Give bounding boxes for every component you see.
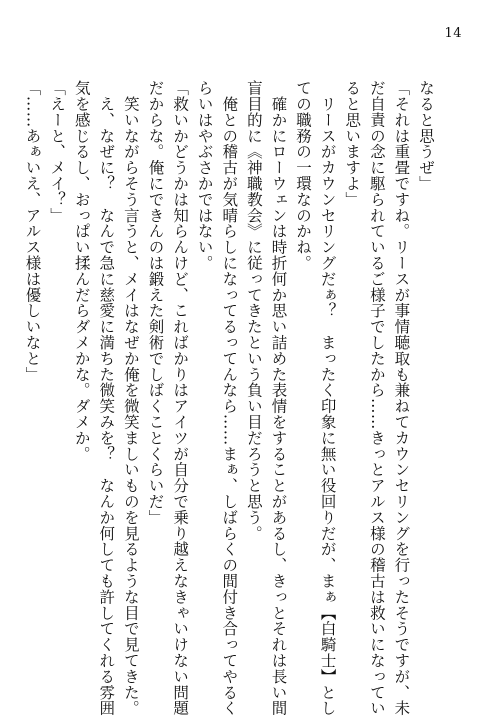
page-number: 14 [444, 26, 462, 41]
text-line-17: 「……あぁいえ、アルス様は優しいなと」 [23, 80, 42, 383]
text-line-13: 笑いながらそう言うと、メイはなぜか俺を微笑ましいものを見るような目で見てきた。 [121, 80, 140, 716]
vertical-text-block [23, 80, 438, 716]
text-line-7: 確かにローウェンは時折何か思い詰めた表情をすることがあるし、きっとそれは長い間 [269, 80, 288, 716]
text-line-16: 「えーと、メイ？」 [48, 80, 67, 224]
text-line-1: なると思うぜ」 [417, 80, 435, 192]
text-line-10: らいはやぶさかではない。 [195, 80, 214, 271]
text-line-4: ると思いますよ」 [343, 80, 362, 208]
text-line-14: え、なぜに？ なんで急に慈愛に満ちた微笑みを？ なんか何しても許してくれる雰囲 [97, 80, 116, 716]
text-line-5: リースがカウンセリングだぁ？ まったく印象に無い役回りだが、まぁ【白騎士】とし [318, 80, 337, 716]
text-line-8: 盲目的に《神職教会》に従ってきたという負い目だろうと思う。 [244, 80, 263, 542]
text-line-2: 「それは重畳ですね。リースが事情聴取も兼ねてカウンセリングを行ったそうですが、未 [392, 80, 411, 716]
text-line-6: ての職務の一環なのかね。 [294, 80, 313, 271]
text-line-3: だ自責の念に駆られているご様子でしたから……きっとアルス様の稽古は救いになってい [367, 80, 386, 716]
text-line-9: 俺との稽古が気晴らしになってるってんなら……まぁ、しばらくの間付き合ってやるく [220, 80, 239, 716]
text-line-11: 「救いかどうかは知らんけど、こればかりはアイツが自分で乗り越えなきゃいけない問題 [171, 80, 190, 716]
text-line-12: だからな。俺にできんのは鍛えた剣術でしばくことくらいだ」 [146, 80, 165, 526]
text-line-15: 気を感じるし、おっぱい揉んだらダメかな。ダメか。 [72, 80, 91, 462]
